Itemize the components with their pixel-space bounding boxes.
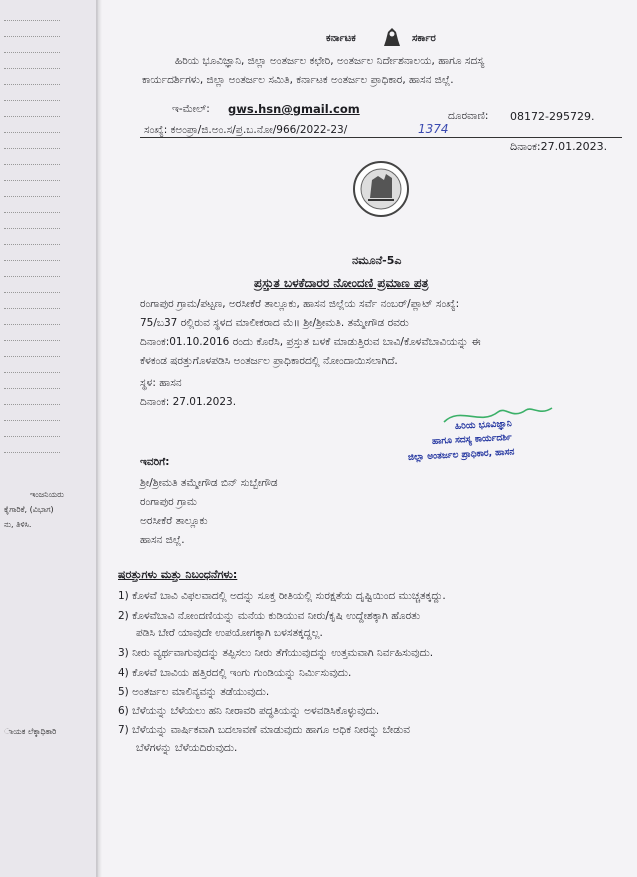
stamp-line-3: ಜಿಲ್ಲಾ ಅಂತರ್ಜಲ ಪ್ರಾಧಿಕಾರ, ಹಾಸನ [407,447,515,463]
recipient-line-4: ಹಾಸನ ಜಿಲ್ಲೆ. [140,534,185,546]
condition-2b: ಪಡಿಸಿ ಬೇರೆ ಯಾವುದೇ ಉಪಯೋಗಕ್ಕಾಗಿ ಬಳಸತಕ್ಕದ್ದಲ್ಲ. [136,627,323,639]
recipient-line-3: ಅರಸೀಕೆರೆ ತಾಲ್ಲೂಕು [140,515,208,527]
body-line-1: ರಂಗಾಪುರ ಗ್ರಾಮ/ಪಟ್ಟಣ, ಅರಸೀಕೆರೆ ತಾಲ್ಲೂಕು, ಹಾಸನ ಜಿಲ್ಲೆಯ ಸರ್ವೆ ನಂಬರ್/ಪ್ಲಾಟ್ ಸಂಖ್ಯೆ: [140,298,460,310]
condition-5: 5) ಅಂತರ್ಜಲ ಮಾಲಿನ್ಯವನ್ನು ತಡೆಯುವುದು. [118,686,270,698]
date: ದಿನಾಂಕ: 27.01.2023. [140,396,237,408]
condition-7a: 7) ಬೆಳೆಯನ್ನು ವಾರ್ಷಿಕವಾಗಿ ಬದಲಾವಣೆ ಮಾಡುವುದು ಹಾಗೂ ಅಧಿಕ ನೀರನ್ನು ಬೇಡುವ [118,724,411,736]
government-emblem-icon [380,26,404,48]
condition-3: 3) ನೀರು ವ್ಯರ್ಥವಾಗುವುದನ್ನು ತಪ್ಪಿಸಲು ನೀರು ತೆಗೆಯುವುದನ್ನು ಉತ್ತಮವಾಗಿ ನಿರ್ವಹಿಸುವುದು. [118,647,434,659]
reference-number: ಸಂಖ್ಯೆ: ಕಅಂಪ್ರಾ/ಜಿ.ಅಂ.ಸ/ಪ್ರ.ಬ.ನೋ/966/2022-23/ [144,124,348,136]
body-line-3: ದಿನಾಂಕ:01.10.2016 ರಂದು ಕೊರೆಸಿ, ಪ್ರಸ್ತುತ ಬಳಕೆ ಮಾಡುತ್ತಿರುವ ಬಾವಿ/ಕೊಳವೆಬಾವಿಯನ್ನು ಈ [140,336,481,348]
phone-label: ದೂರವಾಣಿ: [448,110,489,122]
phone-value: 08172-295729. [510,110,595,123]
recipient-label: ಇವರಿಗೆ: [140,456,170,468]
header-state-left: ಕರ್ನಾಟಕ [326,33,356,44]
office-line-1: ಹಿರಿಯ ಭೂವಿಜ್ಞಾನಿ, ಜಿಲ್ಲಾ ಅಂತರ್ಜಲ ಕಛೇರಿ, ಅಂತರ್ಜಲ ನಿರ್ದೇಶನಾಲಯ, ಹಾಗೂ ಸದಸ್ಯ [175,55,485,67]
authority-logo-icon [350,160,412,218]
recipient-line-2: ರಂಗಾಪುರ ಗ್ರಾಮ [140,496,197,508]
body-line-2: 75/ಬ37 ರಲ್ಲಿರುವ ಸ್ಥಳದ ಮಾಲೀಕರಾದ ಮೆ॥ ಶ್ರೀ/ಶ್ರೀಮತಿ. ತಮ್ಮೇಗೌಡ ರವರು [140,317,409,329]
left-text: ನು, ತಿಳಿಸಿ. [4,520,32,529]
handwritten-ref: 1374 [418,122,449,136]
body-line-4: ಕೆಳಕಂಡ ಷರತ್ತುಗೊಳಪಡಿಸಿ ಅಂತರ್ಜಲ ಪ್ರಾಧಿಕಾರದಲ್ಲಿ ನೋಂದಾಯಿಸಲಾಗಿದೆ. [140,355,398,367]
stamp-line-2: ಹಾಗೂ ಸದಸ್ಯ ಕಾರ್ಯದರ್ಶಿ [431,432,512,447]
conditions-heading: ಷರತ್ತುಗಳು ಮತ್ತು ನಿಬಂಧನೆಗಳು: [118,568,238,581]
header-state-right: ಸರ್ಕಾರ [412,33,436,44]
condition-7b: ಬೆಳೆಗಳನ್ನು ಬೆಳೆಯದಿರುವುದು. [136,742,238,754]
stamp-line-1: ಹಿರಿಯ ಭೂವಿಜ್ಞಾನಿ [454,419,513,432]
certificate-title: ಪ್ರಸ್ತುತ ಬಳಕೆದಾರರ ನೋಂದಣಿ ಪ್ರಮಾಣ ಪತ್ರ [254,276,429,290]
condition-6: 6) ಬೆಳೆಯನ್ನು ಬೆಳೆಯಲು ಹನಿ ನೀರಾವರಿ ಪದ್ಧತಿಯನ್ನು ಅಳವಡಿಸಿಕೊಳ್ಳುವುದು. [118,705,380,717]
email-value: gws.hsn@gmail.com [228,102,360,116]
condition-2a: 2) ಕೊಳವೆಬಾವಿ ನೋಂದಣಿಯನ್ನು ಮನೆಯ ಕುಡಿಯುವ ನೀರು/ಕೃಷಿ ಉದ್ದೇಶಕ್ಕಾಗಿ ಹೊರತು [118,610,421,622]
condition-4: 4) ಕೊಳವೆ ಬಾವಿಯ ಹತ್ತಿರದಲ್ಲಿ ಇಂಗು ಗುಂಡಿಯನ್ನು ನಿರ್ಮಿಸುವುದು. [118,667,352,679]
header-date: ದಿನಾಂಕ:27.01.2023. [510,140,608,153]
left-text: ಾಯಕ ಲೆಕ್ಕಾಧಿಕಾರಿ [4,727,57,736]
office-line-2: ಕಾರ್ಯದರ್ಶಿಗಳು, ಜಿಲ್ಲಾ ಅಂತರ್ಜಲ ಸಮಿತಿ, ಕರ್ನಾಟಕ ಅಂತರ್ಜಲ ಪ್ರಾಧಿಕಾರ, ಹಾಸನ ಜಿಲ್ಲೆ. [142,74,454,86]
place: ಸ್ಥಳ: ಹಾಸನ [140,377,182,389]
left-text: ಕೈಗಾರಿಕೆ, (ವಿಭಾಗ) [4,505,54,514]
form-number: ನಮೂನೆ-5ಎ [352,254,402,267]
condition-1: 1) ಕೊಳವೆ ಬಾವಿ ವಿಫಲವಾದಲ್ಲಿ ಅದನ್ನು ಸೂಕ್ತ ರೀತಿಯಲ್ಲಿ ಸುರಕ್ಷತೆಯ ದೃಷ್ಟಿಯಿಂದ ಮುಚ್ಚತಕ್ಕದ್ದು. [118,590,446,602]
header-divider [140,137,622,138]
left-text: ಇಂಜನಿಯರು [30,490,64,499]
email-label: ಇ-ಮೇಲ್: [172,103,210,115]
recipient-line-1: ಶ್ರೀ/ಶ್ರೀಮತಿ ತಮ್ಮೇಗೌಡ ಬಿನ್ ಸುಬ್ಬೇಗೌಡ [140,477,278,489]
